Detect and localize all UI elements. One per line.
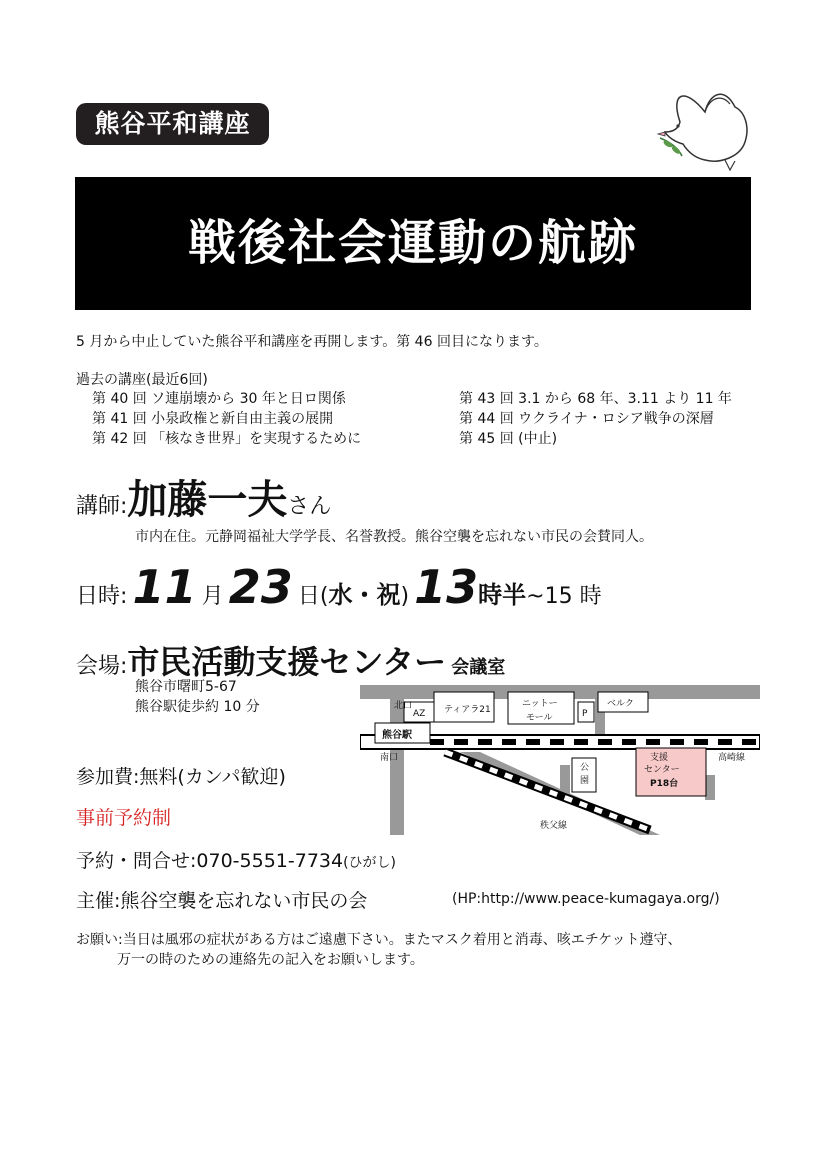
lecturer-bio: 市内在住。元静岡福祉大学学長、名誉教授。熊谷空襲を忘れない市民の会賛同人。 <box>135 529 653 545</box>
request-notice <box>76 930 776 970</box>
map-label: 秩父線 <box>540 821 568 831</box>
datetime-label: 日時: <box>76 584 128 609</box>
map-label: ティアラ21 <box>444 705 491 715</box>
access-line: 熊谷駅徒歩約 10 分 <box>135 699 260 715</box>
hour-unit: 時半 <box>478 581 527 609</box>
map-label: 熊谷駅 <box>382 730 412 741</box>
map-label: 公 <box>580 763 590 773</box>
lecturer-name: 加藤一夫 <box>127 477 288 523</box>
venue-room: 会議室 <box>451 657 506 678</box>
weekday-open: ( <box>319 584 329 609</box>
lecturer-label: 講師: <box>76 494 128 519</box>
past-lecture-item: 第 45 回 (中止) <box>459 431 558 447</box>
main-title: 戦後社会運動の航跡 <box>187 215 638 271</box>
weekday: 水・祝 <box>328 581 401 609</box>
lecturer-suffix: さん <box>287 494 332 519</box>
past-lecture-item: 第 44 回 ウクライナ・ロシア戦争の深層 <box>459 411 714 427</box>
datetime-row <box>76 560 602 614</box>
map-label: ベルク <box>607 699 634 709</box>
series-badge: 熊谷平和講座 <box>76 103 269 145</box>
past-lectures-heading: 過去の講座(最近6回) <box>76 372 208 388</box>
map-label: AZ <box>413 709 426 719</box>
past-lecture-item: 第 41 回 小泉政権と新自由主義の展開 <box>92 411 334 427</box>
day-unit: 日 <box>297 584 320 609</box>
contact-info <box>76 846 396 873</box>
month-number: 11 <box>132 560 197 614</box>
map-label: 園 <box>580 776 590 786</box>
hour-number: 13 <box>414 560 479 614</box>
intro-text: 5 月から中止していた熊谷平和講座を再開します。第 46 回目になります。 <box>76 334 548 350</box>
past-lecture-item: 第 40 回 ソ連崩壊から 30 年と日ロ関係 <box>92 391 346 407</box>
venue-label: 会場: <box>76 654 128 679</box>
address-line: 熊谷市曙町5-67 <box>135 679 237 695</box>
past-lectures-right <box>459 389 732 449</box>
month-unit: 月 <box>201 584 224 609</box>
past-lecture-item: 第 43 回 3.1 から 68 年、3.11 より 11 年 <box>459 391 732 407</box>
map-label: 北口 <box>394 701 413 711</box>
homepage-link[interactable]: (HP:http://www.peace-kumagaya.org/) <box>452 891 720 907</box>
map-label: 支援 <box>650 753 669 763</box>
map-label: モール <box>526 713 553 723</box>
map-label: ニットー <box>522 699 558 709</box>
request-line: 万一の時のための連絡先の記入をお願いします。 <box>117 952 424 968</box>
weekday-close: ) <box>400 584 410 609</box>
past-lectures-left <box>92 389 361 449</box>
venue-address <box>135 677 260 717</box>
contact-phone: 予約・問合せ:070-5551-7734 <box>76 850 344 872</box>
organizer: 主催:熊谷空襲を忘れない市民の会 <box>76 890 368 912</box>
end-time: ~15 時 <box>526 584 602 609</box>
access-map <box>360 680 760 840</box>
map-label: P <box>582 709 588 719</box>
contact-name: (ひがし) <box>343 855 397 871</box>
request-line: お願い:当日は風邪の症状がある方はご遠慮下さい。またマスク着用と消毒、咳エチケット遵守、 <box>76 932 682 948</box>
reservation-notice: 事前予約制 <box>76 807 172 829</box>
lecturer-row <box>76 468 331 525</box>
map-label: センター <box>644 765 680 775</box>
dove-icon <box>650 82 760 172</box>
past-lecture-item: 第 42 回 「核なき世界」を実現するために <box>92 431 362 447</box>
map-label: 南口 <box>380 753 399 763</box>
venue-name: 市民活動支援センター <box>127 643 447 681</box>
day-number: 23 <box>228 560 293 614</box>
map-label: 高崎線 <box>718 753 746 763</box>
map-label: P18台 <box>650 779 679 789</box>
participation-fee: 参加費:無料(カンパ歓迎) <box>76 766 286 788</box>
